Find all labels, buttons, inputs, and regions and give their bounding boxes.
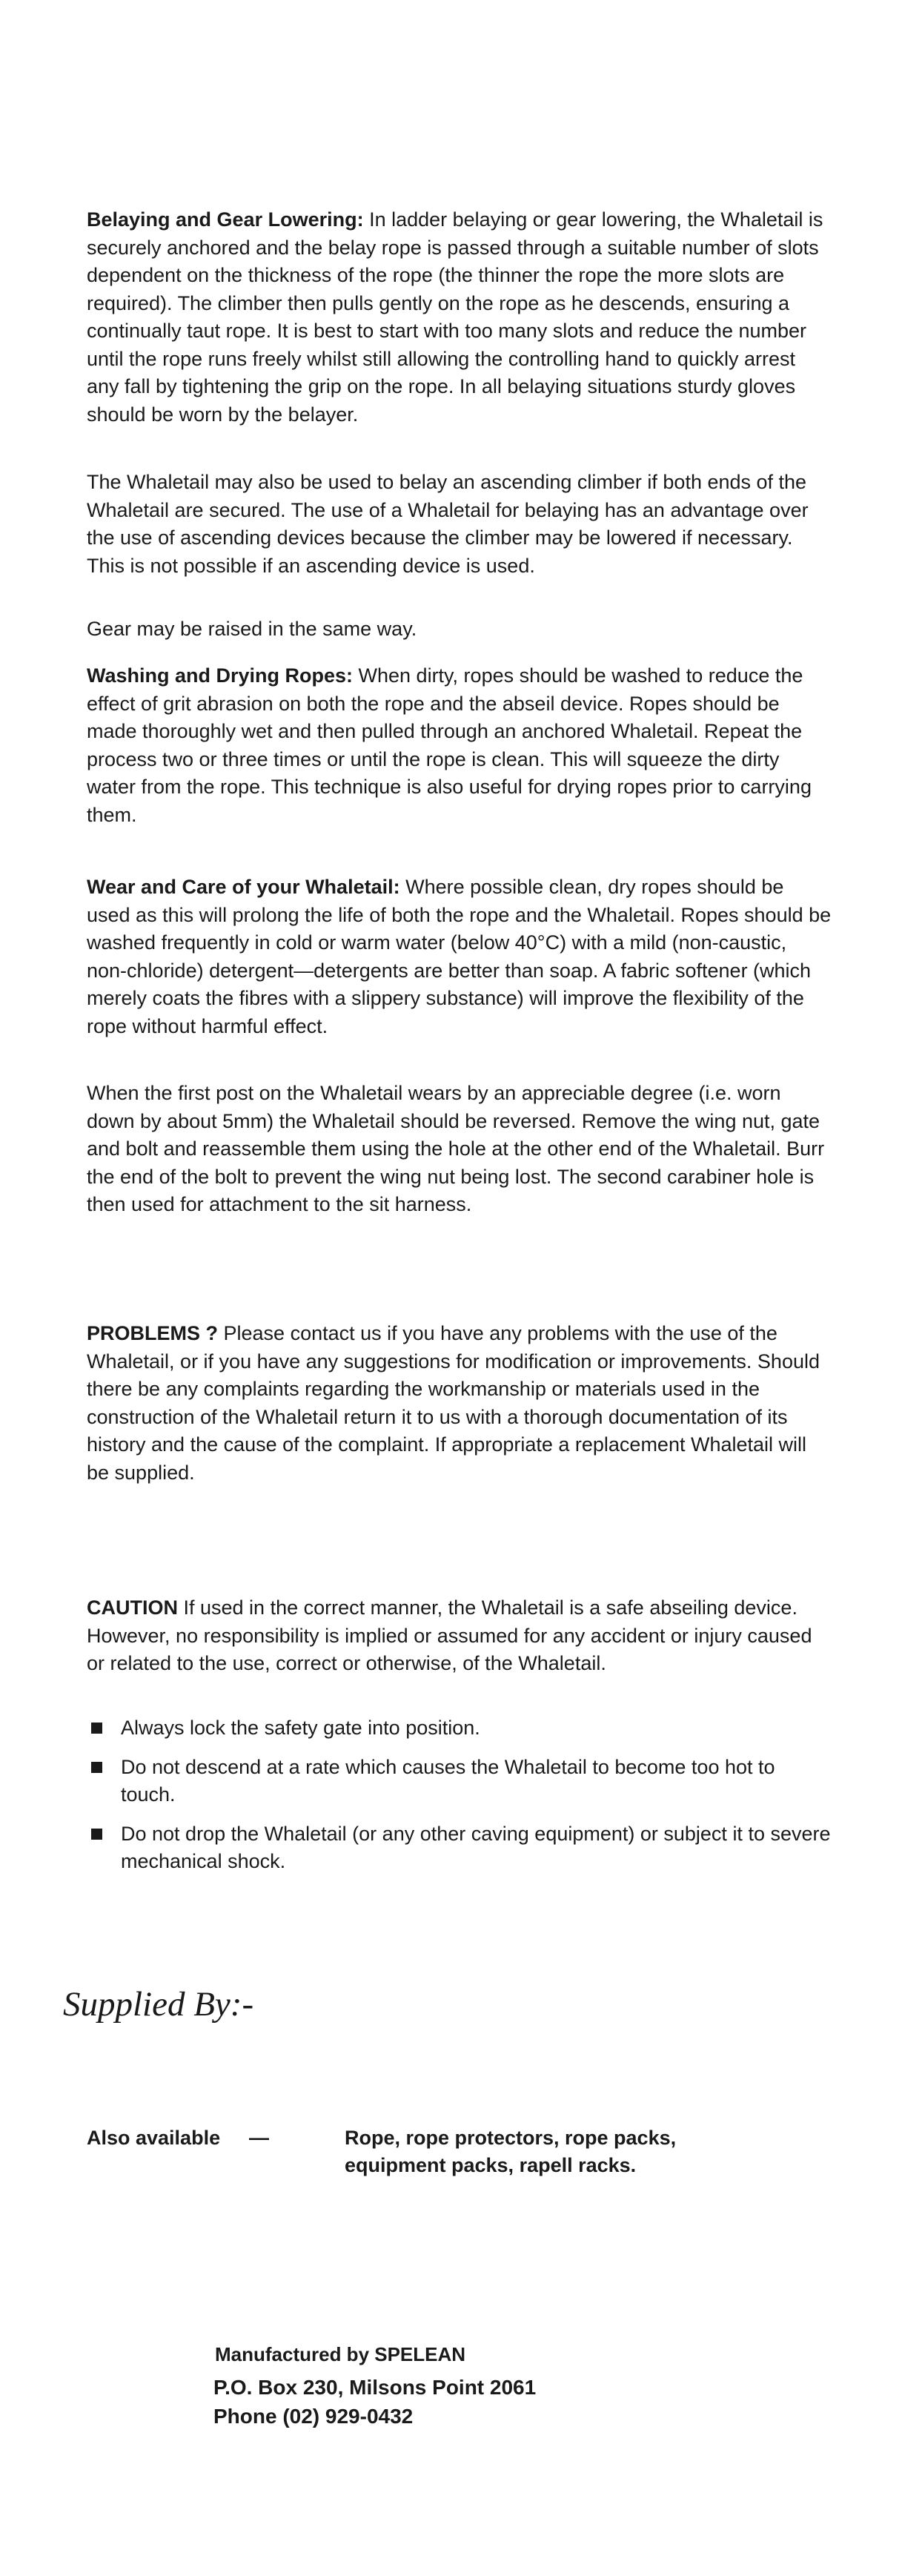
problems-body: Please contact us if you have any problems with the use of the Whaletail, or if you have any suggestions for modification or improvements. Should there be any complaints regarding the workmanship or materials used in the construction of the Whaletail return it to us with a thorough documentation of its history and the cause of the complaint. If appropriate a replacement Whaletail will be supplied. — [87, 1322, 820, 1484]
caution-bullet: Do not drop the Whaletail (or any other caving equipment) or subject it to severe mechanical shock. — [87, 1820, 832, 1876]
care-heading: Wear and Care of your Whaletail: — [87, 876, 400, 898]
section-caution — [87, 1594, 832, 1678]
also-available-items — [345, 2124, 804, 2179]
manufacturer-phone: Phone (02) 929-0432 — [213, 2405, 414, 2428]
problems-heading: PROBLEMS ? — [87, 1322, 219, 1344]
gear-raised-paragraph: Gear may be raised in the same way. — [87, 618, 417, 640]
square-bullet-icon — [91, 1829, 102, 1840]
also-available-line-1: Rope, rope protectors, rope packs, — [345, 2127, 677, 2149]
section-wear — [87, 1080, 832, 1219]
caution-bullet-list — [87, 1714, 832, 1887]
manufacturer-contact — [213, 2373, 536, 2431]
ascending-paragraph: The Whaletail may also be used to belay an ascending climber if both ends of the Whaletail are secured. The use of a Whaletail for belaying has an advantage over the use of ascending devices because the climber may be lowered if necessary. This is not possible if an ascending device is used. — [87, 471, 809, 577]
also-available-dash: — — [249, 2127, 269, 2149]
section-belaying — [87, 206, 832, 429]
supplied-by-heading: Supplied By:- — [63, 1985, 254, 2024]
caution-bullet: Do not descend at a rate which causes the Whaletail to become too hot to touch. — [87, 1754, 832, 1809]
belaying-heading: Belaying and Gear Lowering: — [87, 208, 364, 231]
caution-bullet: Always lock the safety gate into position. — [87, 1714, 832, 1743]
care-body: Where possible clean, dry ropes should be used as this will prolong the life of both the rope and the Whaletail. Ropes should be washed frequently in cold or warm water (below 40°C) with a mild (non-caustic, non-chloride) detergent—detergents are better than soap. A fabric softener (which merely coats the fibres with a slippery substance) will improve the flexibility of the rope without harmful effect. — [87, 876, 832, 1037]
wear-paragraph: When the first post on the Whaletail wears by an appreciable degree (i.e. worn down by about 5mm) the Whaletail should be reversed. Remove the wing nut, gate and bolt and reassemble them using the hole at the other end of the Whaletail. Burr the end of the bolt to prevent the wing nut being lost. The second carabiner hole is then used for attachment to the sit harness. — [87, 1082, 825, 1215]
section-ascending — [87, 469, 832, 580]
square-bullet-icon — [91, 1723, 102, 1734]
caution-body: If used in the correct manner, the Whaletail is a safe abseiling device. However, no responsibility is implied or assumed for any accident or injury caused or related to the use, correct or otherwise, of the Whaletail. — [87, 1596, 812, 1674]
washing-heading: Washing and Drying Ropes: — [87, 664, 354, 687]
washing-body: When dirty, ropes should be washed to reduce the effect of grit abrasion on both the rope and the abseil device. Ropes should be made thoroughly wet and then pulled through an anchored Whaletail. Repeat the process two or three times or until the rope is clean. This will squeeze the dirty water from the rope. This technique is also useful for drying ropes prior to carrying them. — [87, 664, 812, 826]
section-washing — [87, 662, 832, 829]
belaying-body: In ladder belaying or gear lowering, the Whaletail is securely anchored and the belay rope is passed through a suitable number of slots dependent on the thickness of the rope (the thinner the rope the more slots are required). The climber then pulls gently on the rope as he descends, ensuring a continually taut rope. It is best to start with too many slots and reduce the number until the rope runs freely whilst still allowing the controlling hand to quickly arrest any fall by tightening the grip on the rope. In all belaying situations sturdy gloves should be worn by the belayer. — [87, 208, 823, 426]
manufacturer-line: Manufactured by SPELEAN — [215, 2343, 466, 2365]
section-care — [87, 873, 832, 1040]
also-available-line-2: equipment packs, rapell racks. — [345, 2154, 637, 2176]
section-gear-raised — [87, 615, 832, 644]
caution-heading: CAUTION — [87, 1596, 178, 1619]
manufacturer-address: P.O. Box 230, Milsons Point 2061 — [213, 2376, 537, 2399]
also-available-label: Also available — [87, 2127, 221, 2149]
section-problems — [87, 1320, 832, 1487]
square-bullet-icon — [91, 1762, 102, 1773]
